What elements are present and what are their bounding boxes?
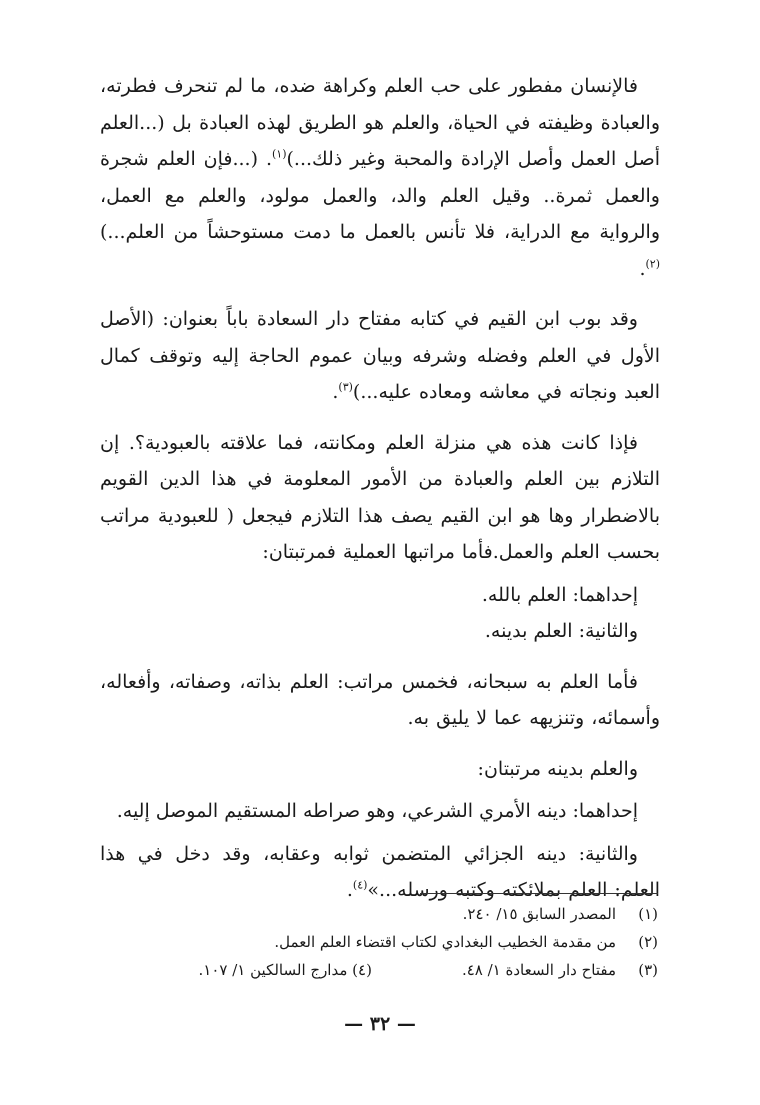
paragraph-1-text: فالإنسان مفطور على حب العلم وكراهة ضده، ما لم تنحرف فطرته، والعبادة وظيفته في الحياة، والعلم هو الطريق لهذه العبادة بل (...العلم أصل العمل وأصل الإرادة والمحبة وغير ذلك...) bbox=[100, 75, 660, 170]
footnote-number: (٣) bbox=[638, 961, 658, 979]
paragraph-1-end: . bbox=[639, 257, 646, 280]
footnote-text: المصدر السابق ١٥/ ٢٤٠. bbox=[462, 905, 616, 923]
paragraph-1-text-cont: . (...فإن العلم شجرة والعمل ثمرة.. وقيل العلم والد، والعمل مولود، والعلم مع العمل، والرواية مع الدراية، فلا تأنس بالعمل ما دمت مستوحشاً من العلم...) bbox=[100, 148, 660, 243]
paragraph-2 bbox=[100, 301, 660, 411]
footnote-ref-2: (٢) bbox=[645, 257, 660, 271]
list-two-item-1: إحداهما: دينه الأمري الشرعي، وهو صراطه المستقيم الموصل إليه. bbox=[116, 800, 638, 822]
paragraph-2-text: وقد بوب ابن القيم في كتابه مفتاح دار السعادة باباً بعنوان: (الأصل الأول في العلم وفضله وشرفه وبيان عموم الحاجة إليه وتوقف كمال العبد ونجاته في معاشه ومعاده عليه...) bbox=[100, 308, 660, 403]
footnote-ref-4: (٤) bbox=[352, 878, 368, 892]
footnote-3 bbox=[98, 956, 658, 984]
footnote-number: (١) bbox=[638, 905, 658, 923]
paragraph-last bbox=[100, 836, 660, 909]
list-one bbox=[100, 577, 660, 650]
footnote-text: مفتاح دار السعادة ١/ ٤٨. bbox=[461, 961, 616, 979]
page-body bbox=[100, 68, 660, 923]
paragraph-2-end: . bbox=[332, 381, 339, 403]
footnotes bbox=[98, 900, 658, 984]
list-one-item-2: والثانية: العلم بدينه. bbox=[484, 620, 638, 642]
paragraph-last-text: والثانية: دينه الجزائي المتضمن ثوابه وعقابه، وقد دخل في هذا العلم: العلم بملائكته وكتبه ورسله...» bbox=[100, 842, 660, 901]
footnote-2 bbox=[98, 928, 658, 956]
footnote-4: (٤) مدارج السالكين ١/ ١٠٧. bbox=[198, 961, 372, 979]
paragraph-4: فأما العلم به سبحانه، فخمس مراتب: العلم بذاته، وصفاته، وأفعاله، وأسمائه، وتنزيهه عما لا يليق به. bbox=[100, 670, 660, 729]
paragraph-3 bbox=[100, 425, 660, 571]
footnote-1 bbox=[98, 900, 658, 928]
footnote-ref-1: (١) bbox=[271, 147, 287, 161]
paragraph-last-end: . bbox=[346, 879, 353, 901]
footnote-number: (٢) bbox=[638, 933, 658, 951]
paragraph-1 bbox=[100, 68, 660, 287]
page-number: — ٣٢ — bbox=[344, 1013, 416, 1035]
footnote-separator bbox=[420, 893, 658, 894]
footnote-text: من مقدمة الخطيب البغدادي لكتاب اقتضاء العلم العمل. bbox=[274, 933, 616, 951]
list-two bbox=[100, 751, 660, 830]
paragraph-3-text: فإذا كانت هذه هي منزلة العلم ومكانته، فما علاقته بالعبودية؟. إن التلازم بين العلم والعبادة من الأمور المعلومة في هذا الدين القويم بالاضطرار وها هو ابن القيم يصف هذا التلازم فيجعل ( للعبودية مراتب بحسب العلم والعمل.فأما مراتبها العملية فمرتبتان: bbox=[100, 431, 660, 563]
list-one-item-1: إحداهما: العلم بالله. bbox=[481, 583, 638, 606]
list-two-intro: والعلم بدينه مرتبتان: bbox=[477, 757, 638, 780]
footnote-ref-3: (٣) bbox=[338, 380, 353, 394]
